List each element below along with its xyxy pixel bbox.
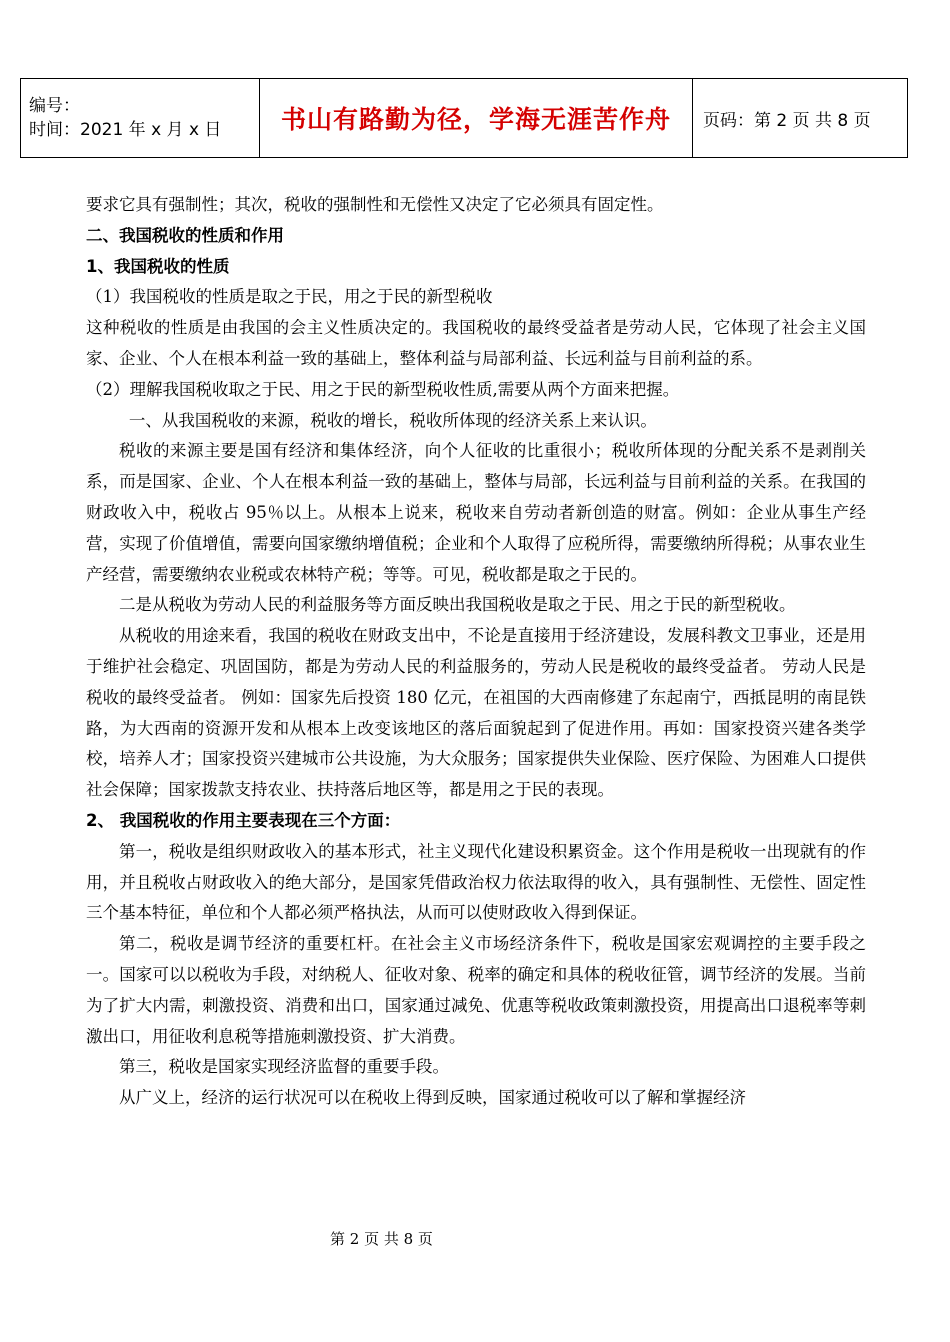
header-meta: [21, 79, 260, 158]
paragraph: 二是从税收为劳动人民的利益服务等方面反映出我国税收是取之于民、用之于民的新型税收。: [119, 595, 796, 615]
paragraph: （2）理解我国税收取之于民、用之于民的新型税收性质,需要从两个方面来把握。: [86, 379, 680, 399]
paragraph: （1）我国税收的性质是取之于民，用之于民的新型税收: [86, 287, 493, 307]
paragraph: 从税收的用途来看，我国的税收在财政支出中，不论是直接用于经济建设，发展科教文卫事业，还是用于维护社会稳定、巩固国防，都是为劳动人民的利益服务的，劳动人民是税收的最终受益者。 劳动人民是税收的最终受益者。 例如：国家先后投资 180 亿元，在祖国的大西南修建了东起南宁，西抵昆明的南昆铁路，为大西南的资源开发和从根本上改变该地区的落后面貌起到了促进作用。再如：国家投资兴建各类学校，培养人才；国家投资兴建城市公共设施，为大众服务；国家提供失业保险、医疗保险、为困难人口提供社会保障；国家拨款支持农业、扶持落后地区等，都是用之于民的表现。: [86, 626, 866, 800]
subsection-heading: 1、我国税收的性质: [86, 256, 230, 276]
paragraph: 从广义上，经济的运行状况可以在税收上得到反映，国家通过税收可以了解和掌握经济: [119, 1088, 746, 1108]
number-label: 编号：: [29, 96, 80, 116]
document-body: [86, 190, 866, 1114]
paragraph: 要求它具有强制性；其次，税收的强制性和无偿性又决定了它必须具有固定性。: [86, 195, 664, 214]
paragraph: 第三，税收是国家实现经济监督的重要手段。: [119, 1057, 449, 1077]
header-motto: 书山有路勤为径，学海无涯苦作舟: [260, 79, 693, 158]
page-footer: 第 2 页 共 8 页: [330, 1230, 433, 1248]
document-header: [20, 78, 908, 158]
paragraph: 这种税收的性质是由我国的会主义性质决定的。我国税收的最终受益者是劳动人民，它体现了社会主义国家、企业、个人在根本利益一致的基础上，整体利益与局部利益、长远利益与目前利益的系。: [86, 318, 866, 368]
section-heading: 二、我国税收的性质和作用: [86, 225, 284, 245]
paragraph: 一、从我国税收的来源，税收的增长，税收所体现的经济关系上来认识。: [128, 410, 657, 430]
subsection-heading: 2、 我国税收的作用主要表现在三个方面：: [86, 810, 401, 830]
paragraph: 第一，税收是组织财政收入的基本形式，社主义现代化建设积累资金。这个作用是税收一出现就有的作用，并且税收占财政收入的绝大部分，是国家凭借政治权力依法取得的收入，具有强制性、无偿性、固定性三个基本特征，单位和个人都必须严格执法，从而可以使财政收入得到保证。: [86, 841, 866, 923]
header-page-info: 页码：第 2 页 共 8 页: [693, 79, 908, 158]
time-label: 时间：2021 年 x 月 x 日: [29, 120, 222, 140]
paragraph: 第二，税收是调节经济的重要杠杆。在社会主义市场经济条件下，税收是国家宏观调控的主要手段之一。国家可以以税收为手段，对纳税人、征收对象、税率的确定和具体的税收征管，调节经济的发展。当前为了扩大内需，刺激投资、消费和出口，国家通过减免、优惠等税收政策刺激投资，用提高出口退税率等刺激出口，用征收利息税等措施刺激投资、扩大消费。: [86, 934, 866, 1046]
paragraph: 税收的来源主要是国有经济和集体经济，向个人征收的比重很小；税收所体现的分配关系不是剥削关系，而是国家、企业、个人在根本利益一致的基础上，整体与局部，长远利益与目前利益的关系。在我国的财政收入中，税收占 95％以上。从根本上说来，税收来自劳动者新创造的财富。例如：企业从事生产经营，实现了价值增值，需要向国家缴纳增值税；企业和个人取得了应税所得，需要缴纳所得税；从事农业生产经营，需要缴纳农业税或农林特产税；等等。可见，税收都是取之于民的。: [86, 441, 866, 584]
